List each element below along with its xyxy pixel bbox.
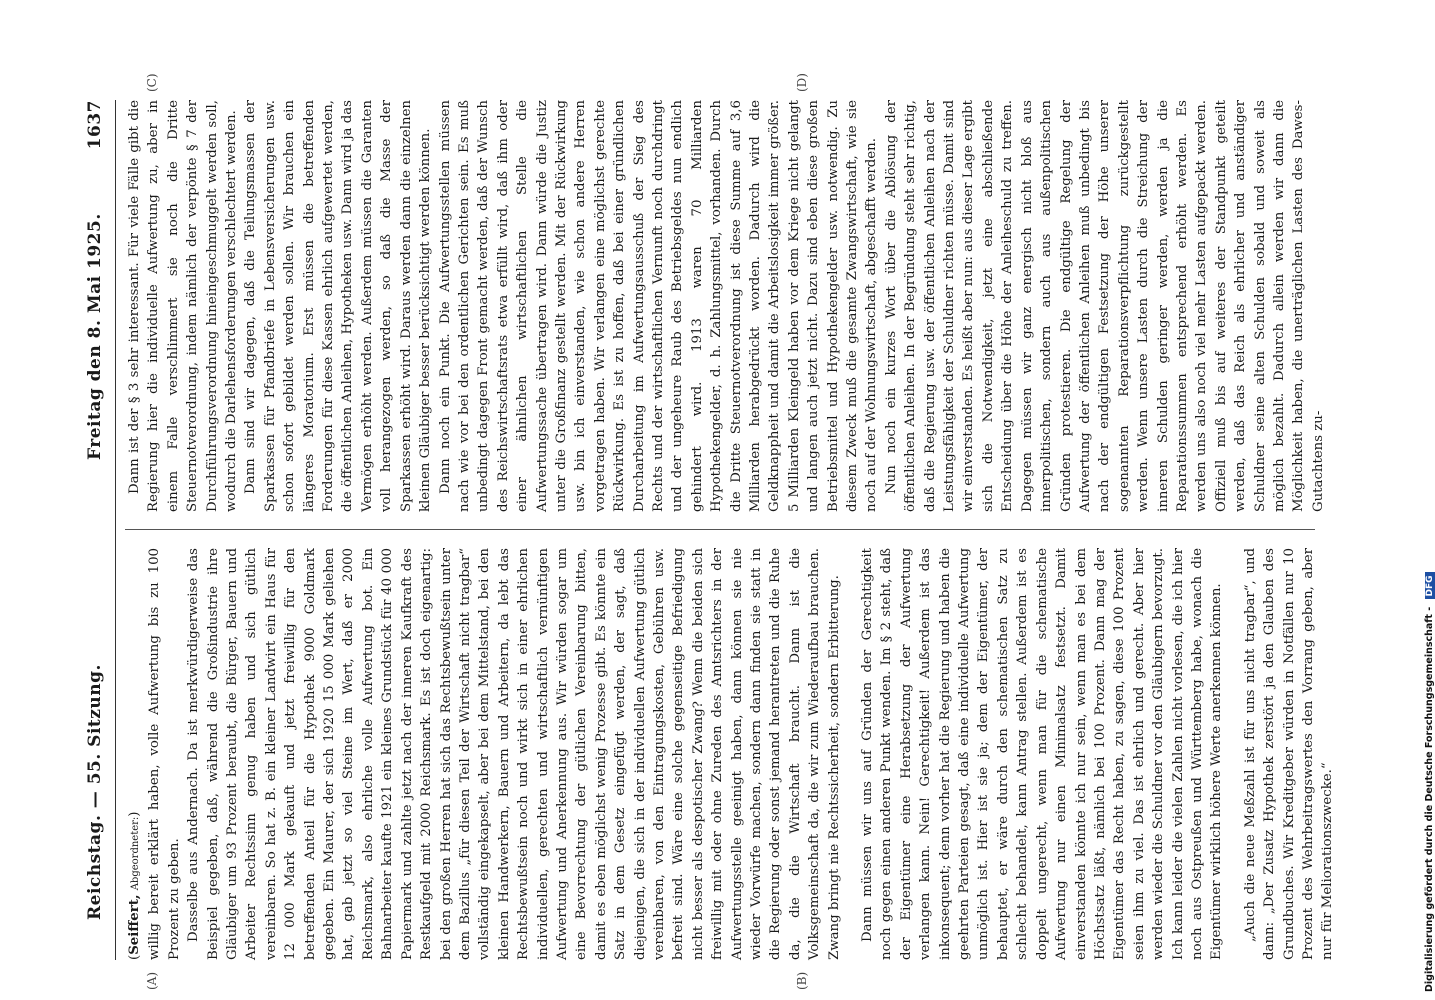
speaker-note: Abgeordneter: — [130, 816, 141, 891]
right-column — [125, 100, 1326, 512]
speaker-name: Seiffert, — [127, 894, 142, 955]
paragraph: Nun noch ein kurzes Wort über die Ablösung der öffentlichen Anleihen. In der Begründung steht sehr richtig, daß die Regierung usw. der öffentlichen Anleihen nach der Leistungsfähigkeit der Schuldner richten müsse. Damit sind wir einverstanden. Es heißt aber nun: aus dieser Lage ergibt sich die Notwendigkeit, jetzt eine abschließende Entscheidung über die Höhe der Anleiheschuld zu treffen. Dagegen müssen wir ganz energisch nicht bloß aus innerpolitischen, sondern auch aus außenpolitischen Gründen protestieren. Die endgültige Regelung der Aufwertung der öffentlichen Anleihen muß unbedingt bis nach der endgültigen Festsetzung der Höhe unserer sogenannten Reparationsverpflichtung zurückgestellt werden. Wenn unsere Lasten durch die Streichung der inneren Schulden geringer werden, werden ja die Reparationssummen entsprechend erhöht werden. Es werden uns also noch viel mehr Lasten aufgepackt werden. Offiziell muß bis auf weiteres der Standpunkt geteilt werden, daß das Reich als ehrlicher und anständiger Schuldner seine alten Schulden sobald und soweit als möglich bezahlt. Dadurch allein werden wir dann die Möglichkeit haben, die unerträglichen Lasten des Dawes-Gutachtens zu- — [883, 100, 1326, 512]
paragraph-gap — [1227, 548, 1241, 960]
paragraph: Dasselbe aus Andernach. Da ist merkwürdigerweise das Beispiel gegeben, daß, während die Großindustrie ihre Gläubiger um 93 Prozent beraubt, die Bürger, Bauern und Arbeiter Rechtssinn genug haben und sich gütlich vereinbaren. So hat z. B. ein kleiner Landwirt ein Haus für 12 000 Mark gekauft und jetzt freiwillig für den betreffenden Anteil für die Hypothek 9000 Goldmark gegeben. Ein Maurer, der sich 1920 15 000 Mark geliehen hat, gab jetzt so viel Steine im Wert, daß er 2000 Reichsmark, also ehrliche volle Aufwertung bot. Ein Bahnarbeiter kaufte 1921 ein kleines Grundstück für 40 000 Papiermark und zahlte jetzt nach der inneren Kaufkraft des Restkaufgeld mit 2000 Reichsmark. Es ist doch eigenartig: bei den großen Herren hat sich das Rechtsbewußtsein unter dem Bazillus „für diesen Teil der Wirtschaft nicht tragbar“ vollständig eingekapselt, aber bei dem Mittelstand, bei den kleinen Handwerkern, Bauern und Arbeitern, da lebt das Rechtsbewußtsein noch und wirkt sich in einer ehrlichen individuellen, gerechten und wirtschaftlich vernünftigen Aufwertung und Anerkennung aus. Wir würden sogar um eine Bevorrechtung der gütlichen Vereinbarung bitten, damit es eben möglichst wenig Prozesse gibt. Es könnte ein Satz in dem Gesetz eingefügt werden, der sagt, daß diejenigen, die sich in der individuellen Aufwertung gütlich vereinbaren, von den Eintragungskosten, Gebühren usw. befreit sind. Wäre eine solche gegenseitige Befriedigung nicht besser als despotischer Zwang? Wenn die beiden sich freiwillig mit oder ohne Zureden des Amtsrichters in der Aufwertungsstelle geeinigt haben, dann können sie nie wieder Vorwürfe machen, sondern dann finden sie statt in die Regierung oder sonst jemand herantreten und die Ruhe da, die die Wirtschaft braucht. Dann ist die Volksgemeinschaft da, die wir zum Wiederaufbau brauchen. Zwang bringt nie Rechtssicherheit, sondern Erbitterung. — [186, 548, 842, 960]
margin-mark-b: (B) — [795, 971, 809, 990]
header-session: Reichstag. — 55. Sitzung. — [85, 664, 105, 920]
margin-mark-d: (D) — [795, 73, 809, 92]
digitization-credit — [1424, 392, 1435, 992]
header-date: Freitag den 8. Mai 1925. — [85, 213, 105, 460]
paragraph: Dann noch ein Punkt. Die Aufwertungsstellen müssen nach wie vor bei den ordentlichen Gerichten sein. Es muß unbedingt dagegen Front gemacht werden, daß der Wunsch des Reichswirtschaftsrats etwa erfüllt wird, daß ihm oder einer ähnlichen wirtschaftlichen Stelle die Aufwertungssache übertragen wird. Dann würde die Justiz unter die Großfinanz gestellt werden. Mit der Rückwirkung usw. bin ich einverstanden, wie schon andere Herren vorgetragen haben. Wir verlangen eine möglichst gerechte Rückwirkung. Es ist zu hoffen, daß bei einer gründlichen Durcharbeitung im Aufwertungsausschuß der Sieg des Rechts und der wirtschaftlichen Vernunft noch durchdringt und der ungeheure Raub des Betriebsgeldes nun endlich gehindert wird. 1913 waren 70 Milliarden Hypothekengelder, d. h. Zahlungsmittel, vorhanden. Durch die Dritte Steuernotverordnung ist diese Summe auf 3,6 Milliarden herabgedrückt worden. Dadurch wird die Geldknappheit und damit die Arbeitslosigkeit immer größer. 5 Milliarden Kleingeld haben vor dem Kriege nicht gelangt und langen auch jetzt nicht. Dazu sind eben diese großen Betriebsmittel und Hypothekengelder usw. notwendig. Zu diesem Zweck muß die gesamte Zwangswirtschaft, wie sie noch auf der Wohnungswirtschaft, abgeschafft werden. — [437, 100, 880, 512]
speaker-line: (Seiffert, Abgeordneter:) — [127, 811, 142, 960]
paragraph-gap — [844, 548, 858, 960]
left-column — [125, 548, 1336, 960]
credit-text: Digitalisierung gefördert durch die Deutsche Forschungsgemeinschaft - — [1424, 606, 1435, 992]
header-rule — [115, 100, 116, 960]
paragraph: Dann sind wir dagegen, daß die Teilungsmassen der Sparkassen für Pfandbriefe in Lebensversicherungen usw. schon sofort gebildet werden sollen. Wir brauchen ein längeres Moratorium. Erst müssen die betreffenden Forderungen für diese Kassen ehrlich aufgewertet werden, die öffentlichen Anleihen, Hypotheken usw. Dann wird ja das Vermögen erhöht werden. Außerdem müssen die Garanten voll herangezogen werden, so daß die Masse der Sparkassen erhöht wird. Daraus werden dann die einzelnen kleinen Gläubiger besser berücksichtigt werden können. — [243, 100, 434, 512]
column-divider — [125, 529, 1315, 530]
document-page — [85, 73, 1336, 990]
margin-mark-c: (C) — [145, 73, 159, 92]
page-header — [85, 100, 111, 960]
paragraph: Dann ist der § 3 sehr interessant. Für viele Fälle gibt die Regierung hier die individuelle Aufwertung zu, aber in einem Falle verschlimmert sie noch die Dritte Steuernotverordnung, indem nämlich der verpönte § 7 der Durchführungsverordnung hineingeschmuggelt werden soll, wodurch die Darlehensforderungen verschlechtert werden. — [127, 100, 240, 512]
paragraph: willig bereit erklärt haben, volle Aufwertung bis zu 100 Prozent zu geben. — [147, 548, 182, 960]
dfg-logo: DFG — [1425, 572, 1435, 599]
paragraph: Dann müssen wir uns auf Gründen der Gerechtigkeit noch gegen einen anderen Punkt wenden. Im § 2 steht, daß der Eigentümer eine Herabsetzung der Aufwertung verlangen kann. Nein! Gerechtigkeit! Außerdem ist das inkonsequent; denn vorher hat die Regierung und haben die geehrten Parteien gesagt, daß eine individuelle Aufwertung unmöglich ist. Hier ist sie ja; dem der Eigentümer, der behauptet, er wäre durch den schematischen Satz zu schlecht behandelt, kann Antrag stellen. Außerdem ist es doppelt ungerecht, wenn man für die schematische Aufwertung nur einen Minimalsatz festsetzt. Damit einverstanden könnte ich nur sein, wenn man es bei dem Höchstsatz läßt, nämlich bei 100 Prozent. Dann mag der Eigentümer das Recht haben, zu sagen, diese 100 Prozent seien ihm zu viel. Das ist ehrlich und gerecht. Aber hier werden wieder die Schuldner vor den Gläubigern bevorzugt. Ich kann leider die vielen Zahlen nicht vorlesen, die ich hier noch aus Ostpreußen und Württemberg habe, wonach die Eigentümer wirklich höhere Werte anerkennen können. — [860, 548, 1225, 960]
page-number: 1637 — [85, 100, 105, 150]
paragraph: „Auch die neue Meßzahl ist für uns nicht tragbar“, und dann: „Der Zusatz Hypothek zerstört ja den Glauben des Grundbuches. Wir Kreditgeber würden in Notfällen nur 10 Prozent des Wehrbeitragswertes den Vorrang geben, aber nur für Meliorationszwecke.“ — [1242, 548, 1336, 960]
margin-mark-a: (A) — [145, 971, 159, 990]
